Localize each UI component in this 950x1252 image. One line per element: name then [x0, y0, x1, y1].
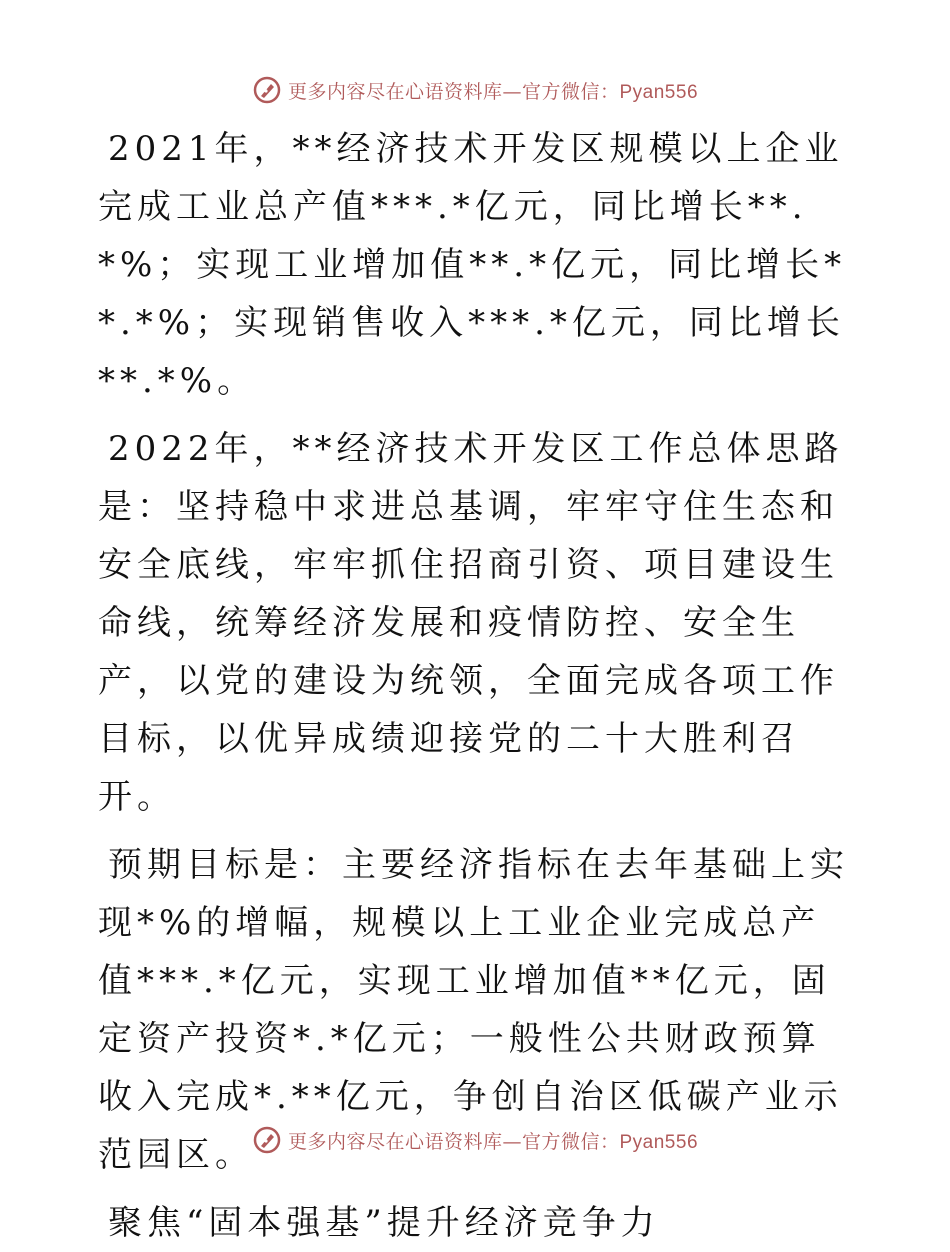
paragraph-2021-results: 2021年，**经济技术开发区规模以上企业完成工业总产值***.*亿元，同比增长**.*%；实现工业增加值**.*亿元，同比增长**.*%；实现销售收入***.*亿元，同比增长**.*%。	[98, 129, 847, 401]
wechat-id: Pyan556	[619, 81, 699, 103]
wechat-id: Pyan556	[619, 1131, 699, 1153]
watermark-text: 更多内容尽在心语资料库—官方微信：Pyan556	[287, 1130, 699, 1153]
section-heading: 聚焦“固本强基”提升经济竞争力	[108, 1203, 660, 1243]
document-body	[98, 120, 853, 1252]
pen-nib-circle-icon	[252, 1125, 282, 1155]
watermark-footer	[0, 1120, 950, 1160]
paragraph-expected-targets: 预期目标是：主要经济指标在去年基础上实现*%的增幅，规模以上工业企业完成总产值***.*亿元，实现工业增加值**亿元，固定资产投资*.*亿元；一般性公共财政预算收入完成*.**亿元，争创自治区低碳产业示范园区。	[98, 845, 849, 1175]
watermark-header	[0, 70, 950, 110]
pen-nib-circle-icon	[252, 75, 282, 105]
watermark-text: 更多内容尽在心语资料库—官方微信：Pyan556	[287, 80, 699, 103]
paragraph-2022-approach: 2022年，**经济技术开发区工作总体思路是：坚持稳中求进总基调，牢牢守住生态和安全底线，牢牢抓住招商引资、项目建设生命线，统筹经济发展和疫情防控、安全生产，以党的建设为统领，全面完成各项工作目标，以优异成绩迎接党的二十大胜利召开。	[98, 429, 844, 817]
